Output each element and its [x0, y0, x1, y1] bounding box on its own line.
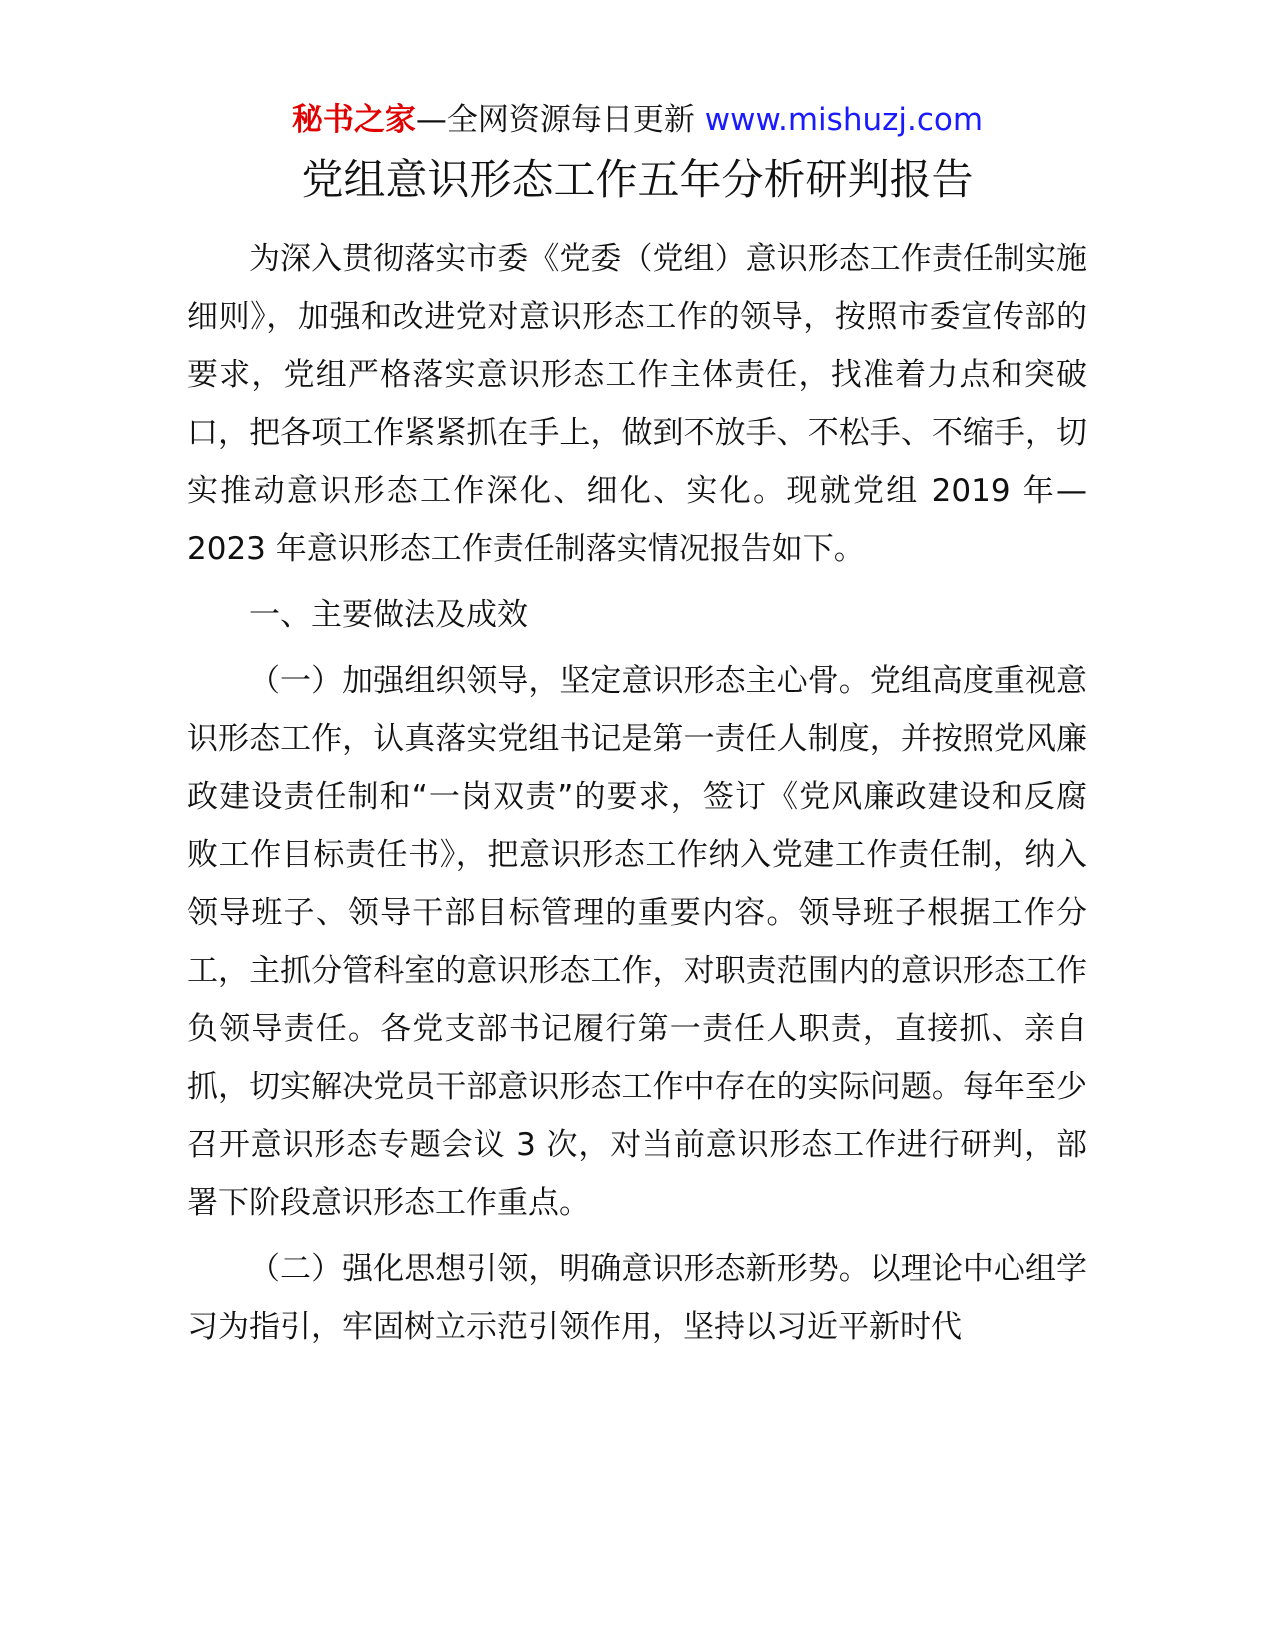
document-body	[187, 230, 1087, 1364]
brand-name: 秘书之家	[291, 102, 416, 138]
intro-paragraph: 为深入贯彻落实市委《党委（党组）意识形态工作责任制实施细则》，加强和改进党对意识形态工作的领导，按照市委宣传部的要求，党组严格落实意识形态工作主体责任，找准着力点和突破口，把各项工作紧紧抓在手上，做到不放手、不松手、不缩手，切实推动意识形态工作深化、细化、实化。现就党组 2019 年—2023 年意识形态工作责任制落实情况报告如下。	[187, 241, 1087, 567]
body-paragraph: （二）强化思想引领，明确意识形态新形势。以理论中心组学习为指引，牢固树立示范引领作用，坚持以习近平新时代	[187, 1251, 1087, 1345]
document-title: 党组意识形态工作五年分析研判报告	[301, 155, 974, 204]
watermark-header	[0, 100, 1275, 140]
website-link[interactable]: www.mishuzj.com	[704, 102, 984, 138]
body-paragraph: （一）加强组织领导，坚定意识形态主心骨。党组高度重视意识形态工作，认真落实党组书记是第一责任人制度，并按照党风廉政建设责任制和“一岗双责”的要求，签订《党风廉政建设和反腐败工作目标责任书》，把意识形态工作纳入党建工作责任制，纳入领导班子、领导干部目标管理的重要内容。领导班子根据工作分工，主抓分管科室的意识形态工作，对职责范围内的意识形态工作负领导责任。各党支部书记履行第一责任人职责，直接抓、亲自抓，切实解决党员干部意识形态工作中存在的实际问题。每年至少召开意识形态专题会议 3 次，对当前意识形态工作进行研判，部署下阶段意识形态工作重点。	[187, 663, 1087, 1221]
section-heading: 一、主要做法及成效	[249, 597, 528, 633]
header-tagline: —全网资源每日更新	[415, 102, 705, 138]
